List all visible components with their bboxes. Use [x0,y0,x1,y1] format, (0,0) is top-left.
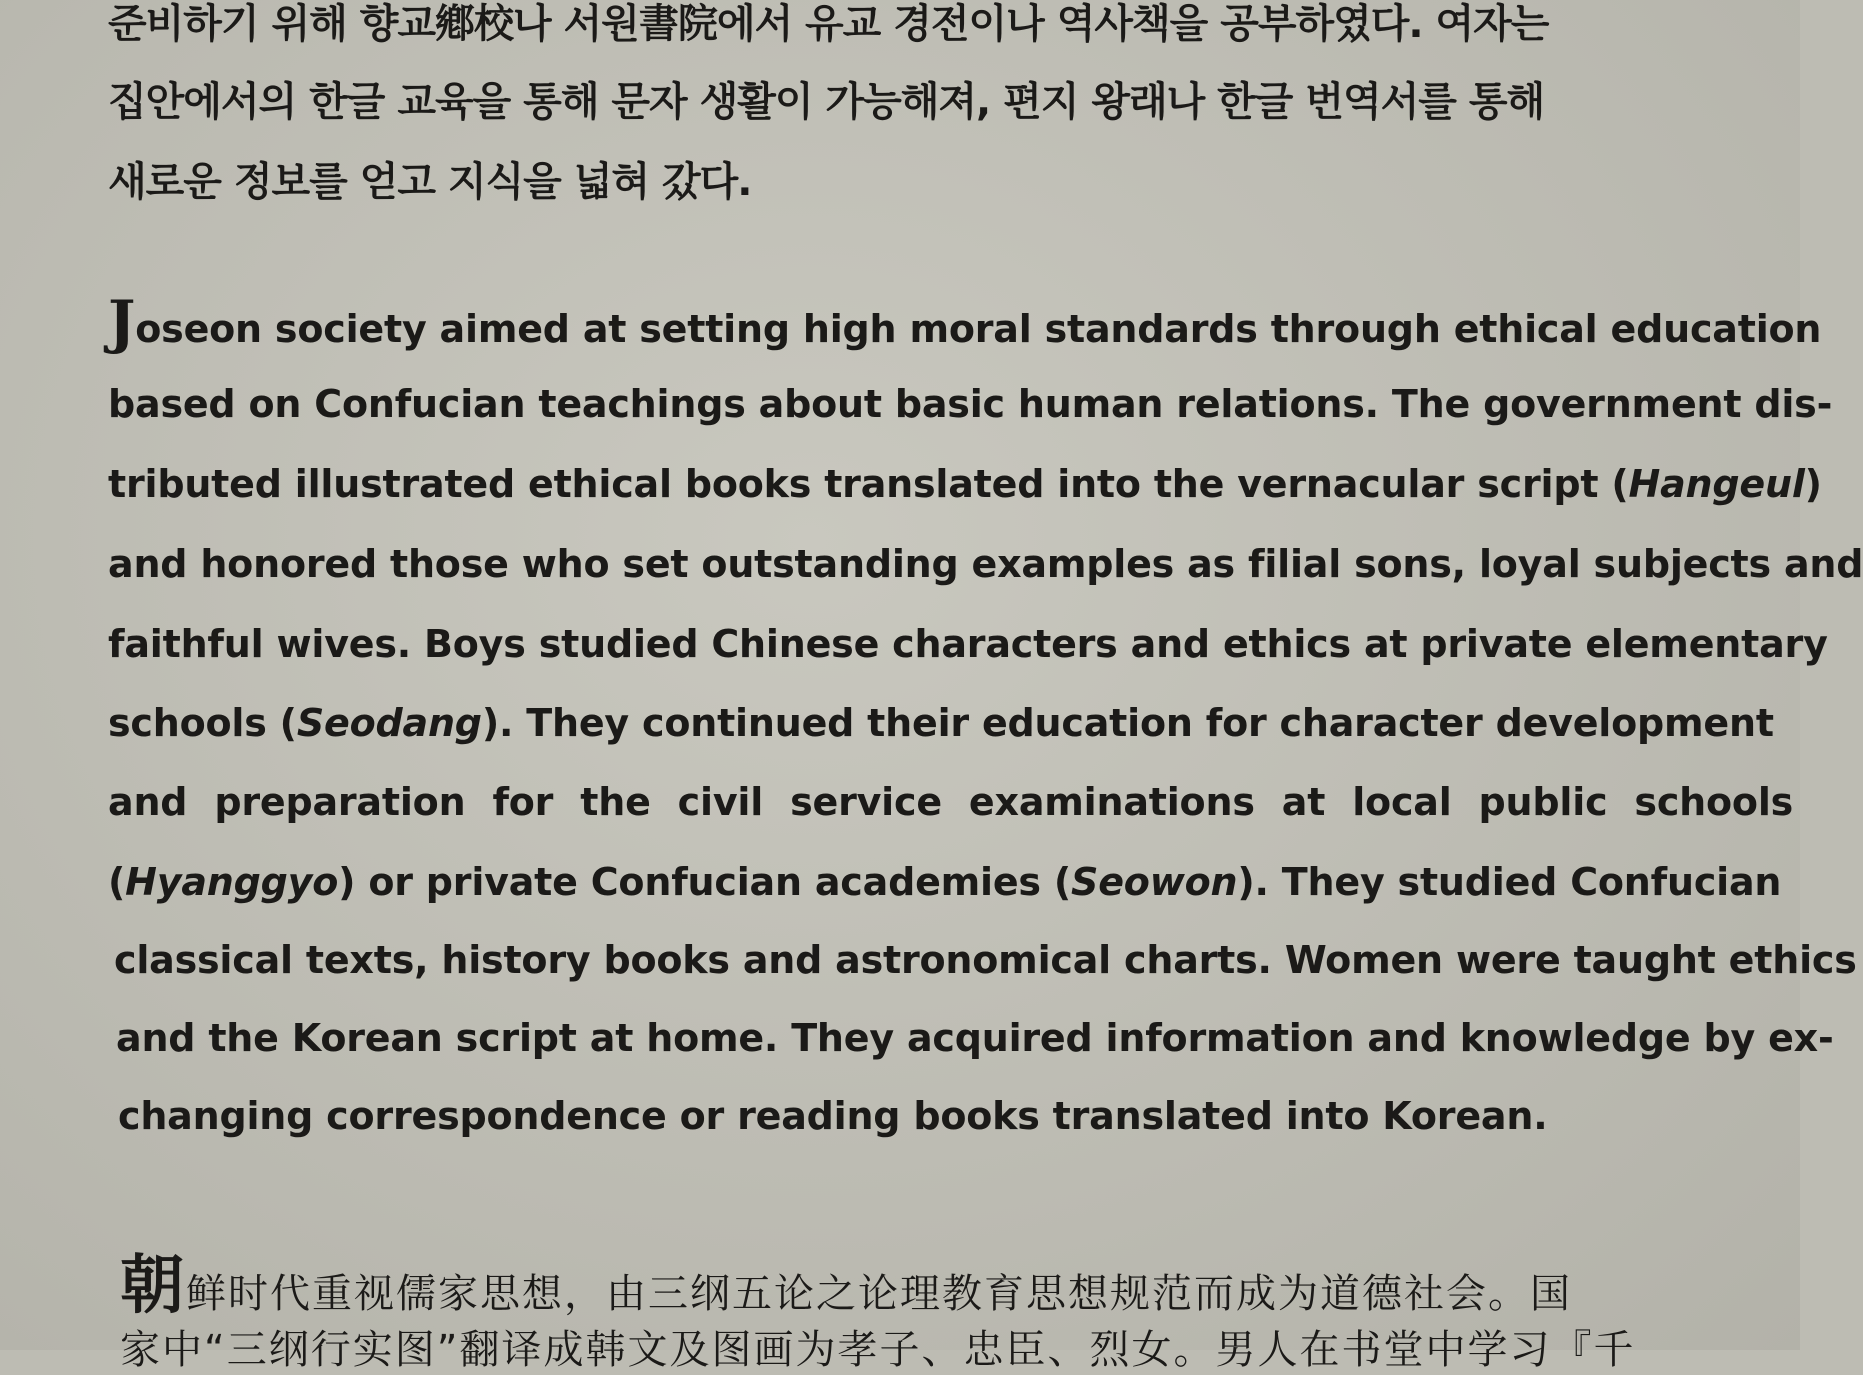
english-line-3-text-b: ) [1804,462,1822,506]
term-hyanggyo: Hyanggyo [125,860,339,904]
english-line-8-text-a: ( [108,860,126,904]
english-line-9: classical texts, history books and astronomical charts. Women were taught ethics [114,938,1857,982]
term-seowon: Seowon [1071,860,1238,904]
english-line-3-text-a: tributed illustrated ethical books translated into the vernacular script ( [108,462,1629,506]
english-line-10: and the Korean script at home. They acquired information and knowledge by ex- [116,1016,1834,1060]
chinese-line-1 [120,1234,1572,1326]
english-line-3 [108,462,1822,506]
term-hangeul: Hangeul [1628,462,1805,506]
term-seodang: Seodang [296,701,482,745]
drop-initial-j: J [108,288,136,356]
korean-line-1: 준비하기 위해 향교鄕校나 서원書院에서 유교 경전이나 역사책을 공부하였다. 여자는 [108,1,1549,47]
english-line-8-text-b: ) or private Confucian academies ( [338,860,1072,904]
chinese-line-1-text: 鲜时代重视儒家思想，由三纲五论之论理教育思想规范而成为道德社会。国 [186,1271,1572,1317]
english-line-8-text-c: ). They studied Confucian [1237,860,1782,904]
english-line-7: and preparation for the civil service examinations at local public schools [108,780,1794,824]
english-line-4: and honored those who set outstanding examples as filial sons, loyal subjects and [108,542,1863,586]
english-line-2: based on Confucian teachings about basic human relations. The government dis- [108,382,1833,426]
chinese-line-2: 家中“三纲行实图”翻译成韩文及图画为孝子、忠臣、烈女。男人在书堂中学习『千 [120,1327,1636,1373]
english-line-8 [108,860,1781,904]
english-line-11: changing correspondence or reading books translated into Korean. [118,1094,1548,1138]
english-line-6 [108,701,1774,745]
english-line-1 [108,288,1821,356]
korean-line-3: 새로운 정보를 얻고 지식을 넓혀 갔다. [108,159,752,205]
english-line-1-text: oseon society aimed at setting high moral standards through ethical education [135,307,1822,351]
english-line-5: faithful wives. Boys studied Chinese characters and ethics at private elementary [108,622,1828,666]
korean-line-2: 집안에서의 한글 교육을 통해 문자 생활이 가능해져, 편지 왕래나 한글 번역서를 통해 [108,79,1545,125]
english-line-6-text-b: ). They continued their education for character development [481,701,1774,745]
english-line-6-text-a: schools ( [108,701,297,745]
drop-initial-zhao: 朝 [120,1249,186,1323]
